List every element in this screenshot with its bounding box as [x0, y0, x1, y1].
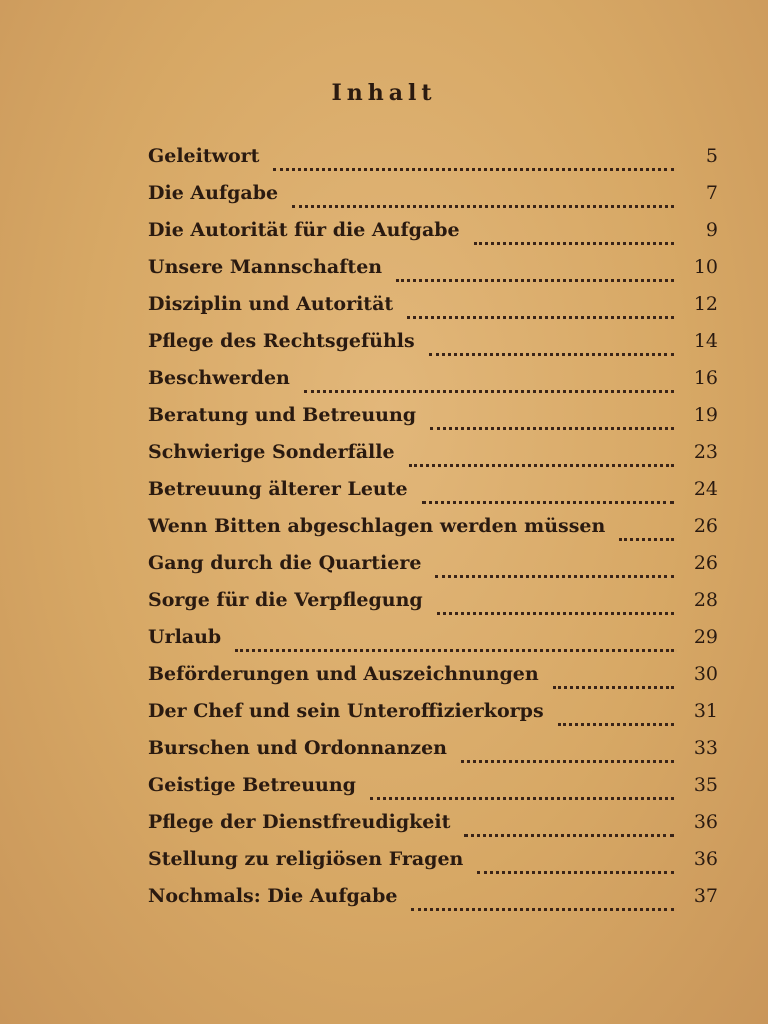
dot-leader — [304, 390, 674, 393]
toc-entry-label: Beförderungen und Auszeichnungen — [148, 663, 539, 685]
toc-entry-page-number: 7 — [705, 182, 718, 204]
toc-entry-page-number: 26 — [693, 515, 718, 537]
dot-leader — [407, 316, 674, 319]
toc-entry-page-number: 35 — [693, 774, 718, 796]
toc-entry-label: Burschen und Ordonnanzen — [148, 737, 447, 759]
toc-entry-label: Unsere Mannschaften — [148, 256, 383, 278]
toc-entry-label: Geistige Betreuung — [148, 774, 356, 796]
toc-entry — [148, 774, 718, 811]
toc-entry — [148, 552, 718, 589]
toc-entry-label: Beratung und Betreuung — [148, 404, 417, 426]
page-title: Inhalt — [331, 80, 437, 106]
dot-leader — [396, 279, 674, 282]
dot-leader — [430, 427, 674, 430]
toc-entry — [148, 885, 718, 922]
toc-entry-page-number: 16 — [693, 367, 718, 389]
dot-leader — [553, 686, 674, 689]
toc-entry — [148, 589, 718, 626]
dot-leader — [411, 908, 674, 911]
toc-entry-label: Schwierige Sonderfälle — [148, 441, 395, 463]
toc-entry-label: Die Autorität für die Aufgabe — [148, 219, 460, 241]
toc-entry-page-number: 33 — [693, 737, 718, 759]
toc-entry-page-number: 36 — [693, 811, 718, 833]
toc-entry — [148, 330, 718, 367]
toc-entry — [148, 478, 718, 515]
toc-entry-page-number: 29 — [693, 626, 718, 648]
toc-entry-label: Pflege des Rechtsgefühls — [148, 330, 415, 352]
toc-entry-label: Stellung zu religiösen Fragen — [148, 848, 464, 870]
toc-entry-label: Urlaub — [148, 626, 222, 648]
dot-leader — [461, 760, 674, 763]
dot-leader — [477, 871, 674, 874]
toc-entry-page-number: 31 — [693, 700, 718, 722]
toc-entry — [148, 737, 718, 774]
dot-leader — [558, 723, 674, 726]
toc-entry-page-number: 24 — [693, 478, 718, 500]
toc-entry-page-number: 28 — [693, 589, 718, 611]
toc-entry-label: Sorge für die Verpflegung — [148, 589, 423, 611]
dot-leader — [409, 464, 674, 467]
toc-entry-page-number: 5 — [705, 145, 718, 167]
toc-entry-page-number: 14 — [693, 330, 718, 352]
dot-leader — [235, 649, 674, 652]
toc-entry-label: Disziplin und Autorität — [148, 293, 394, 315]
toc-entry-label: Pflege der Dienstfreudigkeit — [148, 811, 451, 833]
toc-entry-page-number: 26 — [693, 552, 718, 574]
toc-entry-page-number: 37 — [693, 885, 718, 907]
dot-leader — [437, 612, 674, 615]
toc-entry-page-number: 9 — [705, 219, 718, 241]
dot-leader — [370, 797, 674, 800]
toc-entry — [148, 256, 718, 293]
toc-entry-page-number: 10 — [693, 256, 718, 278]
dot-leader — [422, 501, 674, 504]
toc-entry-page-number: 23 — [693, 441, 718, 463]
toc-entry-label: Geleitwort — [148, 145, 260, 167]
toc-entry-page-number: 30 — [693, 663, 718, 685]
toc-entry — [148, 145, 718, 182]
toc-entry-label: Wenn Bitten abgeschlagen werden müssen — [148, 515, 606, 537]
toc-entry — [148, 404, 718, 441]
toc-entry — [148, 848, 718, 885]
toc-entry-label: Beschwerden — [148, 367, 290, 389]
toc-entry-page-number: 36 — [693, 848, 718, 870]
toc-entry — [148, 441, 718, 478]
toc-entry-label: Die Aufgabe — [148, 182, 279, 204]
toc-entry-label: Betreuung älterer Leute — [148, 478, 408, 500]
toc-entry-page-number: 19 — [693, 404, 718, 426]
dot-leader — [292, 205, 674, 208]
dot-leader — [273, 168, 674, 171]
dot-leader — [474, 242, 674, 245]
toc-entry — [148, 367, 718, 404]
toc-entry-label: Der Chef und sein Unteroffizierkorps — [148, 700, 544, 722]
toc-entry — [148, 182, 718, 219]
toc-entry-label: Nochmals: Die Aufgabe — [148, 885, 398, 907]
dot-leader — [429, 353, 674, 356]
toc-entry — [148, 293, 718, 330]
toc-entry — [148, 626, 718, 663]
dot-leader — [435, 575, 674, 578]
toc-entry — [148, 700, 718, 737]
toc-entry-page-number: 12 — [693, 293, 718, 315]
toc-entry — [148, 219, 718, 256]
toc-entry — [148, 515, 718, 552]
toc-entry — [148, 811, 718, 848]
dot-leader — [464, 834, 674, 837]
toc-entry-label: Gang durch die Quartiere — [148, 552, 422, 574]
toc-entry — [148, 663, 718, 700]
dot-leader — [619, 538, 674, 541]
table-of-contents — [148, 145, 718, 922]
